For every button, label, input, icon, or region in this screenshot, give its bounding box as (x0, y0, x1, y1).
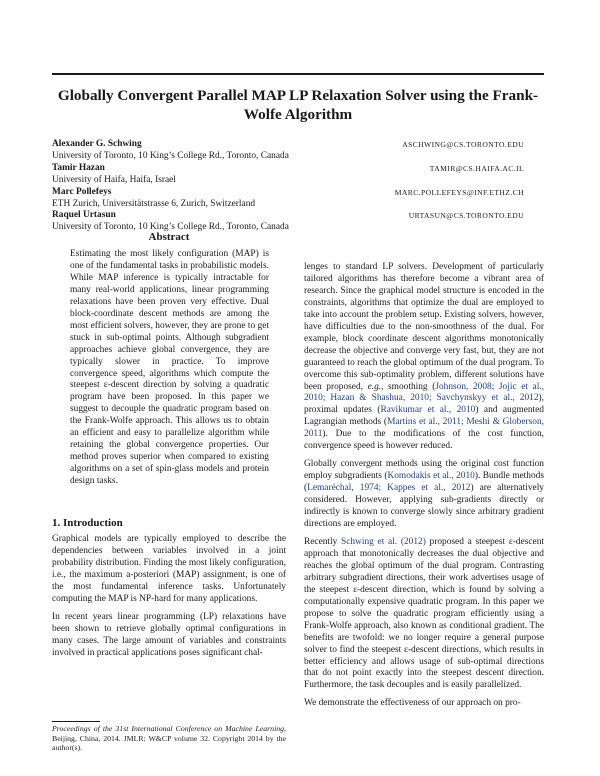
footnote (52, 724, 286, 753)
abstract-heading: Abstract (148, 231, 190, 243)
citation-link[interactable]: Komodakis et al., 2010 (387, 471, 475, 482)
text-run: ) and augmented Lagrangian methods ( (304, 405, 544, 428)
right-paragraph-3 (304, 537, 544, 692)
author-block (52, 139, 524, 234)
paper-title: Globally Convergent Parallel MAP LP Relaxation Solver using the Frank-Wolfe Algorithm (57, 87, 539, 123)
author-name: Marc Pollefeys (52, 186, 112, 197)
introduction-heading: 1. Introduction (52, 517, 123, 529)
intro-paragraph-1: Graphical models are typically employed to describe the dependencies between variables involved in a joint probability distribution. Finding the most likely configuration, i.e., the maximum a-posteriori (MAP) assignment, is one of the most fundamental inference tasks. Unfortunately computing the MAP is NP-hard for many applications. (52, 534, 286, 604)
author-email: URTASUN@CS.TORONTO.EDU (408, 211, 524, 221)
text-run: Recently (304, 536, 342, 547)
citation-link[interactable]: Johnson, 2008; Jojic et al., 2010; Hazan & Shashua, 2010; Savchynskyy et al., 2012 (304, 381, 544, 404)
citation-link[interactable]: Ravikumar et al., 2010 (380, 405, 476, 416)
author-affiliation: University of Haifa, Haifa, Israel (52, 174, 176, 185)
proceedings-text: Proceedings of the 31st International Conference on Machine Learning (52, 724, 285, 733)
text-run: , smoothing ( (381, 381, 436, 392)
author-email: ASCHWING@CS.TORONTO.EDU (402, 140, 524, 149)
author-name: Tamir Hazan (52, 162, 105, 173)
author-affiliation: ETH Zurich, Universitätstrasse 6, Zurich, Switzerland (52, 198, 256, 209)
abstract-text: Estimating the most likely configuration (MAP) is one of the fundamental tasks in probabilistic models. While MAP inference is typically intractable for many real-world applications, linear programming relaxations have been proven very effective. Dual block-coordinate descent methods are among the most efficient solvers, however, they are prone to get stuck in sub-optimal points. Although subgradient approaches achieve global convergence, they are typically slower in practice. To improve convergence speed, algorithms which compute the steepest ε-descent direction by solving a quadratic program have been proposed. In this paper we suggest to decouple the quadratic program based on the Frank-Wolfe approach. This allows us to obtain an efficient and easy to parallelize algorithm while retaining the global convergence properties. Our method proves superior when compared to existing algorithms on a set of spin-glass models and protein design tasks. (70, 249, 269, 487)
text-run: lenges to standard LP solvers. Development of particularly tailored algorithms has therefore become a vibrant area of research. Since the graphical model structure is encoded in the constraints, algorithms that optimize the dual are employed to take into account the problem setup. Existing solvers, however, have difficulties due to the non-smoothness of the dual. For example, block coordinate descent algorithms monotonically decrease the objective and converge very fast, but, they are not guaranteed to reach the global optimum of the dual program. To overcome this sub-optimality problem, different solutions have been proposed, (304, 262, 544, 392)
author-entry (52, 187, 524, 211)
citation-link[interactable]: Martins et al., 2011; Meshi & Globerson, 2011 (304, 417, 544, 440)
text-run: e.g. (367, 381, 382, 392)
author-affiliation: University of Toronto, 10 King’s College Rd., Toronto, Canada (52, 222, 289, 233)
text-run: ). Due to the modifications of the cost function, convergence speed is however reduced. (304, 429, 544, 452)
text-run: proposed a steepest ε-descent approach that monotonically decreases the dual objective and reaches the global optimum of the dual program. Contrasting arbitrary subgradient directions, their work advertises usage of the steepest ε-descent direction, which is found by solving a computationally expensive quadratic program. In this paper we propose to solve the quadratic program efficiently using a Frank-Wolfe approach, also known as conditional gradient. The benefits are twofold: we no longer require a general purpose solver to find the steepest ε-descent directions, which results in better efficiency and allows usage of sub-optimal directions that do not point exactly into the steepest descent direction. Furthermore, the task decouples and is easily parallelized. (304, 536, 544, 691)
author-email: MARC.POLLEFEYS@INF.ETHZ.CH (394, 187, 524, 197)
intro-paragraph-2: In recent years linear programming (LP) relaxations have been shown to retrieve globally optimal configurations in many cases. The large amount of variables and constraints involved in practical applications poses significant chal- (52, 611, 286, 658)
text-run: ) are alternatively considered. However, applying sub-gradients directly or indirectly is known to converge slowly since arbitrary gradient directions are employed. (304, 483, 544, 530)
text-run: ). Bundle methods ( (304, 471, 544, 494)
text-run: Globally convergent methods using the original cost function employ subgradients ( (304, 459, 544, 482)
author-email: TAMIR@CS.HAIFA.AC.IL (429, 163, 524, 173)
author-entry (52, 163, 524, 187)
footnote-rest: , Beijing, China, 2014. JMLR: W&CP volume 32. Copyright 2014 by the author(s). (52, 724, 286, 753)
introduction-body (52, 534, 286, 666)
author-entry (52, 139, 524, 163)
footnote-rule (52, 721, 100, 722)
author-affiliation: University of Toronto, 10 King’s College Rd., Toronto, Canada (52, 150, 289, 161)
top-rule (52, 73, 544, 75)
right-paragraph-4: We demonstrate the effectiveness of our approach on pro- (304, 698, 521, 709)
right-paragraph-1 (304, 262, 544, 453)
text-run: ), proximal updates ( (304, 393, 544, 416)
right-column (304, 262, 544, 716)
citation-link[interactable]: Lemaréchal, 1974; Kappes et al., 2012 (307, 483, 471, 494)
author-name: Alexander G. Schwing (52, 139, 142, 149)
right-paragraph-2 (304, 459, 544, 531)
author-name: Raquel Urtasun (52, 210, 116, 221)
citation-link[interactable]: Schwing et al. (2012) (341, 536, 426, 547)
